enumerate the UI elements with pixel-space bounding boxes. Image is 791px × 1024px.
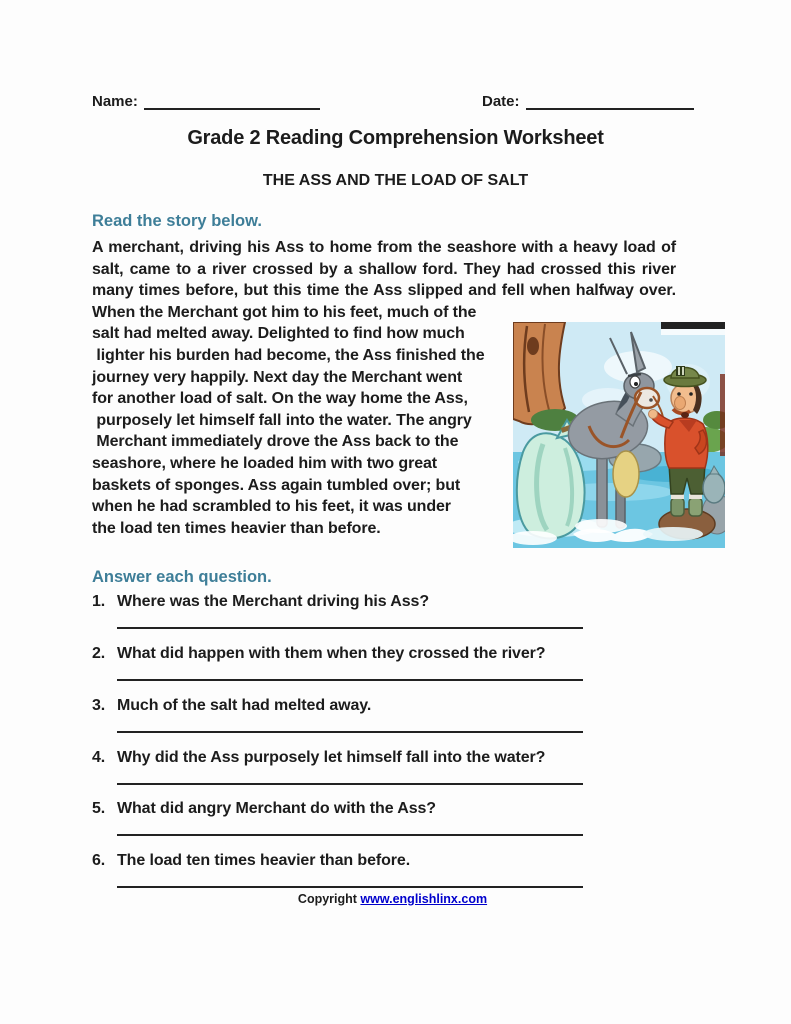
- date-label: Date:: [482, 93, 520, 110]
- story-line: lighter his burden had become, the Ass finished the: [92, 346, 485, 364]
- question-block: [92, 800, 692, 836]
- story-line: salt had melted away. Delighted to find how much: [92, 325, 465, 343]
- question-text: What did angry Merchant do with the Ass?: [117, 800, 436, 817]
- story-line: When the Merchant got him to his feet, much of the: [92, 303, 477, 321]
- story-title: THE ASS AND THE LOAD OF SALT: [262, 172, 529, 189]
- story-line: for another load of salt. On the way home the Ass,: [92, 390, 468, 408]
- answer-line[interactable]: [117, 731, 583, 733]
- story-line: the load ten times heavier than before.: [92, 519, 381, 537]
- question-number: 5.: [92, 800, 106, 817]
- question-text: Where was the Merchant driving his Ass?: [117, 593, 430, 610]
- story-line: salt, came to a river crossed by a shallow ford. They had crossed this river: [92, 260, 676, 278]
- story-line: baskets of sponges. Ass again tumbled over; but: [92, 476, 461, 494]
- copyright-footer: [0, 892, 785, 906]
- question-text: What did happen with them when they crossed the river?: [117, 645, 546, 662]
- question-text: Much of the salt had melted away.: [117, 697, 372, 714]
- name-label: Name:: [92, 93, 138, 110]
- story-line: many times before, but this time the Ass slipped and fell when halfway over.: [92, 282, 676, 300]
- answer-line[interactable]: [117, 783, 583, 785]
- name-blank-line[interactable]: [144, 93, 320, 110]
- name-field: [92, 93, 320, 110]
- englishlinx-link[interactable]: www.englishlinx.com: [360, 892, 488, 906]
- question-block: [92, 749, 692, 785]
- question-block: [92, 852, 692, 888]
- question-number: 4.: [92, 749, 106, 766]
- date-field: [482, 93, 694, 110]
- question-block: [92, 645, 692, 681]
- question-number: 3.: [92, 697, 106, 714]
- story-instruction: Read the story below.: [92, 212, 262, 230]
- question-text: Why did the Ass purposely let himself fall into the water?: [117, 749, 546, 766]
- question-block: [92, 593, 692, 629]
- question-text: The load ten times heavier than before.: [117, 852, 411, 869]
- story-line: seashore, where he loaded him with two great: [92, 454, 438, 472]
- story-line: Merchant immediately drove the Ass back to the: [92, 433, 459, 451]
- story-line: A merchant, driving his Ass to home from the seashore with a heavy load of: [92, 239, 676, 256]
- questions-instruction: Answer each question.: [92, 568, 272, 586]
- question-block: [92, 697, 692, 733]
- merchant-donkey-river-illustration-icon: [513, 322, 725, 548]
- story-line: when he had scrambled to his feet, it was under: [92, 498, 451, 516]
- story-line: journey very happily. Next day the Merchant went: [92, 368, 463, 386]
- answer-line[interactable]: [117, 886, 583, 888]
- question-number: 2.: [92, 645, 106, 662]
- story-line: purposely let himself fall into the water. The angry: [92, 411, 472, 429]
- question-number: 1.: [92, 593, 106, 610]
- answer-line[interactable]: [117, 834, 583, 836]
- question-number: 6.: [92, 852, 106, 869]
- date-blank-line[interactable]: [526, 93, 694, 110]
- copyright-label: Copyright: [297, 892, 361, 906]
- answer-line[interactable]: [117, 627, 583, 629]
- answer-line[interactable]: [117, 679, 583, 681]
- page-title: Grade 2 Reading Comprehension Worksheet: [187, 127, 604, 149]
